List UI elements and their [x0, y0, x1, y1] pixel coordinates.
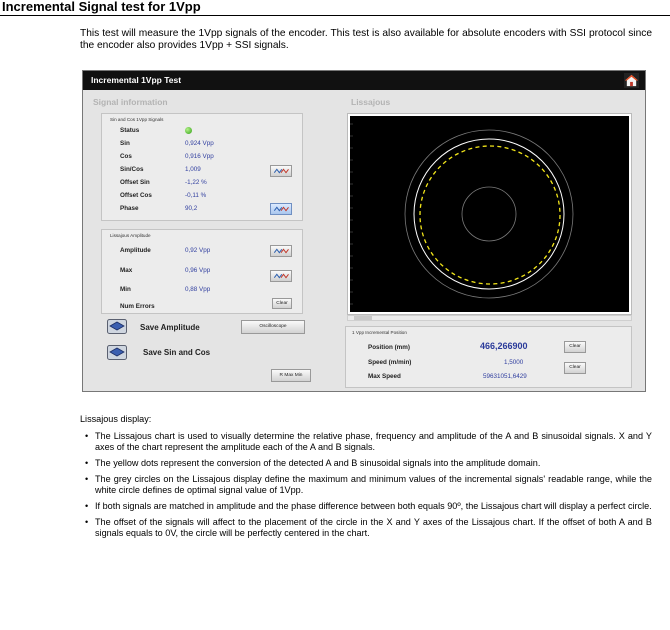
lissajous-amplitude-group — [101, 229, 303, 314]
list-item: • The yellow dots represent the conversion of the detected A and B sinusoidal signals into the amplitude domain. — [80, 458, 652, 469]
lissajous-chart — [348, 114, 631, 314]
offset-sin-label: Offset Sin — [120, 179, 150, 186]
save-sincos-label[interactable]: Save Sin and Cos — [143, 348, 211, 357]
save-disk-icon[interactable] — [107, 345, 127, 360]
wave-chart-icon — [271, 204, 291, 214]
explanation-heading: Lissajous display: — [80, 414, 152, 424]
signal-dot — [420, 204, 421, 208]
amplitude-value: 0,92 Vpp — [185, 247, 211, 254]
sin-label: Sin — [120, 140, 130, 147]
offset-cos-label: Offset Cos — [120, 192, 152, 199]
signal-dot — [501, 282, 505, 283]
clear-position-button[interactable]: Clear — [564, 341, 586, 353]
signal-dot — [558, 201, 559, 205]
signal-dot — [421, 225, 422, 229]
phase-chart-button[interactable] — [270, 203, 292, 215]
clear-speed-button[interactable]: Clear — [564, 362, 586, 374]
max-speed-value: 59631051,6429 — [483, 373, 527, 380]
position-label: Position (mm) — [368, 344, 410, 351]
window-title: Incremental 1Vpp Test — [91, 75, 182, 85]
offset-sin-value: -1,22 % — [185, 179, 207, 186]
speed-value: 1,5000 — [504, 359, 524, 366]
phase-label: Phase — [120, 205, 139, 212]
intro-paragraph: This test will measure the 1Vpp signals of the encoder. This test is also available for absolute encoders with SSI protocol since the encoder also provides 1Vpp + SSI signals. — [80, 28, 652, 51]
speed-label: Speed (m/min) — [368, 359, 412, 366]
amplitude-label: Amplitude — [120, 247, 151, 254]
explanation-section — [80, 414, 652, 544]
max-label: Max — [120, 267, 133, 274]
status-label: Status — [120, 127, 140, 134]
signal-dot — [497, 146, 501, 147]
position-group-title: 1 Vpp Incremental Position — [352, 330, 407, 335]
amplitude-chart-button[interactable] — [270, 245, 292, 257]
sincos-group-title: Sin and Cos 1Vpp Signals — [110, 117, 164, 122]
lissajous-heading: Lissajous — [351, 97, 391, 107]
maxmin-chart-button[interactable] — [270, 270, 292, 282]
signal-info-heading: Signal information — [93, 97, 168, 107]
sin-value: 0,924 Vpp — [185, 140, 214, 147]
list-item: • If both signals are matched in amplitude and the phase difference between both equals 90º, the Lissajous chart will display a perfect circle. — [80, 501, 652, 512]
list-item: • The Lissajous chart is used to visually determine the relative phase, frequency and amplitude of the A and B sinusoidal signals. X and Y axes of the chart represent the amplitude each of the A and B signals. — [80, 431, 652, 453]
signal-dot — [479, 283, 483, 284]
offset-cos-value: -0,11 % — [185, 192, 207, 199]
sincos-ratio-value: 1,009 — [185, 166, 201, 173]
oscilloscope-button[interactable]: Oscilloscope — [241, 320, 305, 334]
sincos-ratio-label: Sin/Cos — [120, 166, 144, 173]
max-speed-label: Max Speed — [368, 373, 401, 380]
lissajous-background — [350, 116, 629, 312]
clear-errors-button[interactable]: Clear — [272, 298, 292, 309]
min-value: 0,88 Vpp — [185, 286, 211, 293]
sincos-group — [101, 113, 303, 221]
explanation-list — [80, 431, 652, 539]
cos-label: Cos — [120, 153, 132, 160]
list-item: • The offset of the signals will affect to the placement of the circle in the X and Y axes of the Lissajous chart. If the offset of both A and B signals equals to 0V, the circle will be perfectly centered in the chart. — [80, 517, 652, 539]
list-item: • The grey circles on the Lissajous display define the maximum and minimum values of the incremental signals' readable range, while the white circle defines de optimal signal value of 1Vpp. — [80, 474, 652, 496]
wave-chart-icon — [271, 246, 291, 256]
lissajous-plot-frame — [347, 113, 632, 315]
signal-dot — [559, 222, 560, 226]
document-title: Incremental Signal test for 1Vpp — [0, 0, 670, 16]
wave-chart-icon — [271, 271, 291, 281]
app-window — [82, 70, 646, 392]
cos-value: 0,916 Vpp — [185, 153, 214, 160]
window-titlebar — [83, 71, 645, 90]
wave-chart-icon — [271, 166, 291, 176]
scrollbar-thumb[interactable] — [354, 316, 372, 320]
signal-dot — [475, 147, 479, 148]
status-indicator — [185, 127, 192, 134]
phase-value: 90,2 — [185, 205, 198, 212]
sincos-chart-button[interactable] — [270, 165, 292, 177]
lissajous-scrollbar[interactable] — [347, 315, 632, 321]
num-errors-label: Num Errors — [120, 303, 155, 310]
position-group — [345, 326, 632, 388]
max-value: 0,96 Vpp — [185, 267, 211, 274]
min-label: Min — [120, 286, 131, 293]
rmaxmin-button[interactable]: R Max Min — [271, 369, 311, 382]
save-disk-icon[interactable] — [107, 319, 127, 334]
lissajous-group-title: Lissajous Amplitude — [110, 233, 151, 238]
home-icon[interactable] — [624, 73, 639, 88]
save-amplitude-label[interactable]: Save Amplitude — [140, 323, 200, 332]
position-value: 466,266900 — [480, 341, 528, 351]
